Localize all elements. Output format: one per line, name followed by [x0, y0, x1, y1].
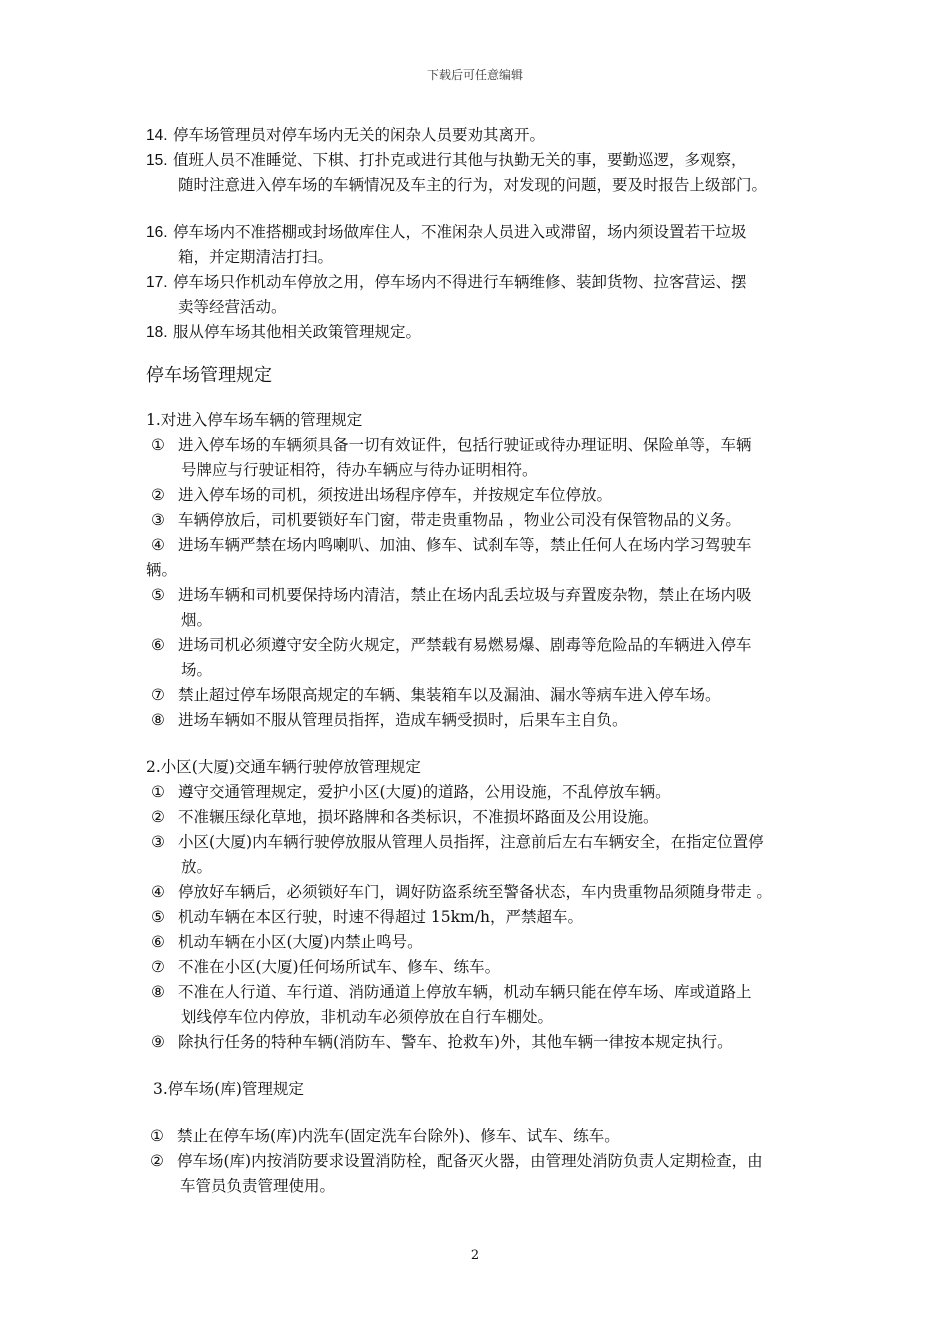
item-marker: ②	[150, 1152, 164, 1170]
item-text-continued: 辆。	[146, 561, 178, 579]
item-text: 停放好车辆后，必须锁好车门，调好防盗系统至警备状态，车内贵重物品须随身带走 。	[178, 883, 772, 901]
item-marker: ⑨	[151, 1033, 165, 1051]
section-title-3: 3.停车场(库)管理规定	[153, 1080, 304, 1098]
item-text: 禁止在停车场(库)内洗车(固定洗车台除外)、修车、试车、练车。	[177, 1127, 620, 1145]
list-item	[151, 508, 816, 533]
item-marker: ③	[151, 833, 165, 851]
rule-number: 17.	[146, 274, 168, 291]
item-text: 进场车辆如不服从管理员指挥，造成车辆受损时，后果车主自负。	[178, 711, 628, 729]
list-item	[151, 780, 816, 805]
rule-number: 15.	[146, 152, 168, 169]
document-body	[146, 123, 816, 1199]
item-marker: ②	[151, 486, 165, 504]
item-text: 进场车辆严禁在场内鸣喇叭、加油、修车、试刹车等，禁止任何人在场内学习驾驶车	[178, 536, 752, 554]
list-item	[151, 483, 816, 508]
item-text-continued: 场。	[181, 661, 213, 679]
item-text-continued: 放。	[181, 858, 213, 876]
item-marker: ⑦	[151, 958, 165, 976]
rule-text: 值班人员不准睡觉、下棋、打扑克或进行其他与执勤无关的事，要勤巡逻，多观察，	[173, 151, 747, 169]
item-marker: ⑥	[151, 636, 165, 654]
item-marker: ①	[150, 1127, 164, 1145]
rule-number: 16.	[146, 224, 168, 241]
rule-text: 服从停车场其他相关政策管理规定。	[173, 323, 422, 341]
list-item	[151, 683, 816, 708]
list-item	[151, 980, 816, 1030]
main-title: 停车场管理规定	[146, 365, 272, 386]
item-marker: ⑦	[151, 686, 165, 704]
item-text: 进场司机必须遵守安全防火规定，严禁载有易燃易爆、剧毒等危险品的车辆进入停车	[178, 636, 752, 654]
item-text: 除执行任务的特种车辆(消防车、警车、抢救车)外，其他车辆一律按本规定执行。	[178, 1033, 733, 1051]
item-text: 机动车辆在本区行驶，时速不得超过 15km/h，严禁超车。	[178, 908, 583, 926]
item-text: 停车场(库)内按消防要求设置消防栓，配备灭火器，由管理处消防负责人定期检查，由	[177, 1152, 763, 1170]
section-1	[146, 408, 816, 733]
list-item	[150, 1149, 816, 1199]
item-text-continued: 划线停车位内停放，非机动车必须停放在自行车棚处。	[181, 1008, 554, 1026]
item-text: 进场车辆和司机要保持场内清洁，禁止在场内乱丢垃圾与弃置废杂物，禁止在场内吸	[178, 586, 752, 604]
item-text: 机动车辆在小区(大厦)内禁止鸣号。	[178, 933, 423, 951]
rule-item	[146, 320, 816, 345]
item-text: 车辆停放后，司机要锁好车门窗，带走贵重物品 ，物业公司没有保管物品的义务。	[178, 511, 741, 529]
rule-item	[146, 270, 816, 320]
item-marker: ⑤	[151, 586, 165, 604]
item-text: 进入停车场的车辆须具备一切有效证件，包括行驶证或待办理证明、保险单等，车辆	[178, 436, 752, 454]
item-marker: ④	[151, 883, 165, 901]
rule-item	[146, 123, 816, 148]
item-marker: ④	[151, 536, 165, 554]
rule-item	[146, 220, 816, 270]
item-text-continued: 烟。	[181, 611, 213, 629]
list-item	[151, 930, 816, 955]
item-marker: ①	[151, 783, 165, 801]
item-text: 禁止超过停车场限高规定的车辆、集装箱车以及漏油、漏水等病车进入停车场。	[178, 686, 721, 704]
rule-text: 停车场管理员对停车场内无关的闲杂人员要劝其离开。	[173, 126, 546, 144]
rule-text-continued: 箱，并定期清洁打扫。	[178, 248, 334, 266]
section-title: 2.小区(大厦)交通车辆行驶停放管理规定	[146, 758, 421, 776]
section-3	[146, 1124, 816, 1199]
page-number: 2	[470, 1248, 480, 1263]
item-text: 不准辗压绿化草地，损坏路牌和各类标识，不准损坏路面及公用设施。	[178, 808, 659, 826]
item-marker: ②	[151, 808, 165, 826]
item-marker: ⑤	[151, 908, 165, 926]
rule-number: 14.	[146, 127, 168, 144]
rule-text-continued: 卖等经营活动。	[178, 298, 287, 316]
page-header: 下载后可任意编辑	[426, 68, 523, 82]
item-text: 不准在小区(大厦)任何场所试车、修车、练车。	[178, 958, 501, 976]
list-item	[151, 830, 816, 880]
list-item	[151, 880, 816, 905]
section-2	[146, 755, 816, 1055]
item-text: 小区(大厦)内车辆行驶停放服从管理人员指挥，注意前后左右车辆安全，在指定位置停	[178, 833, 764, 851]
item-marker: ⑧	[151, 983, 165, 1001]
item-marker: ⑧	[151, 711, 165, 729]
list-item	[151, 805, 816, 830]
list-item	[150, 1124, 816, 1149]
list-item	[151, 905, 816, 930]
list-item	[151, 955, 816, 980]
rule-item	[146, 148, 816, 198]
item-text: 不准在人行道、车行道、消防通道上停放车辆，机动车辆只能在停车场、库或道路上	[178, 983, 752, 1001]
list-item	[146, 533, 816, 583]
item-marker: ①	[151, 436, 165, 454]
item-text-continued: 车管员负责管理使用。	[180, 1177, 336, 1195]
item-text: 进入停车场的司机，须按进出场程序停车，并按规定车位停放。	[178, 486, 613, 504]
list-item	[151, 633, 816, 683]
list-item	[151, 433, 816, 483]
item-text-continued: 号牌应与行驶证相符，待办车辆应与待办证明相符。	[181, 461, 538, 479]
rule-number: 18.	[146, 324, 168, 341]
item-marker: ③	[151, 511, 165, 529]
item-text: 遵守交通管理规定，爱护小区(大厦)的道路，公用设施，不乱停放车辆。	[178, 783, 671, 801]
section-title: 1.对进入停车场车辆的管理规定	[146, 411, 363, 429]
list-item	[151, 1030, 816, 1055]
rule-text: 停车场内不准搭棚或封场做库住人，不准闲杂人员进入或滞留，场内须设置若干垃圾	[173, 223, 747, 241]
list-item	[151, 708, 816, 733]
list-item	[151, 583, 816, 633]
rule-text-continued: 随时注意进入停车场的车辆情况及车主的行为，对发现的问题，要及时报告上级部门。	[178, 176, 768, 194]
rule-text: 停车场只作机动车停放之用，停车场内不得进行车辆维修、装卸货物、拉客营运、摆	[173, 273, 747, 291]
item-marker: ⑥	[151, 933, 165, 951]
